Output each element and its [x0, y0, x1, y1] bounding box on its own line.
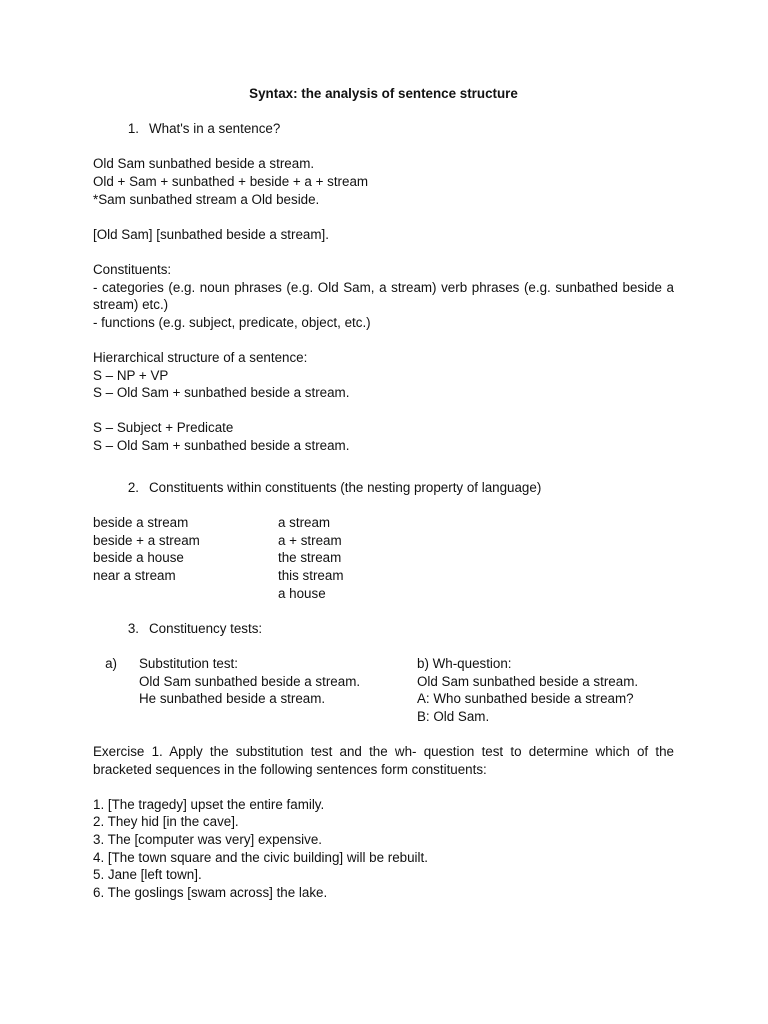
phrase-column-2	[278, 514, 343, 602]
constituency-tests	[93, 655, 674, 725]
substitution-test	[139, 655, 417, 725]
section-heading-text: What's in a sentence?	[149, 121, 281, 137]
phrase-item: near a stream	[93, 568, 176, 584]
document-page	[93, 85, 674, 901]
exercise-item: 3. The [computer was very] expensive.	[93, 831, 322, 847]
section-3-heading	[93, 620, 674, 638]
phrase-item: the stream	[278, 550, 342, 566]
test-line: Old Sam sunbathed beside a stream.	[417, 673, 639, 689]
phrase-item: beside a house	[93, 550, 184, 566]
section-heading-text: Constituents within constituents (the nesting property of language)	[149, 480, 542, 496]
example-line: Old + Sam + sunbathed + beside + a + stream	[93, 173, 369, 189]
example-line: *Sam sunbathed stream a Old beside.	[93, 191, 320, 207]
phrase-comparison-table	[93, 514, 674, 602]
test-line: He sunbathed beside a stream.	[139, 691, 326, 707]
constituents-heading: Constituents:	[93, 261, 172, 277]
phrase-item: a stream	[278, 515, 331, 531]
wh-question-test	[417, 655, 674, 725]
subject-predicate-line: S – Subject + Predicate	[93, 420, 234, 436]
phrase-item: beside + a stream	[93, 532, 200, 548]
section-number: 1.	[127, 121, 139, 137]
hierarchy-heading: Hierarchical structure of a sentence:	[93, 349, 308, 365]
phrase-item: this stream	[278, 568, 344, 584]
bracketed-example: [Old Sam] [sunbathed beside a stream].	[93, 226, 329, 242]
phrase-column-1	[93, 514, 278, 602]
section-2-heading	[93, 479, 674, 497]
exercise-intro: Exercise 1. Apply the substitution test and the wh- question test to determine which of the bracketed sequences in the following sentences form constituents:	[93, 743, 674, 777]
subject-predicate-line: S – Old Sam + sunbathed beside a stream.	[93, 437, 350, 453]
section-number: 3.	[127, 620, 139, 636]
document-title: Syntax: the analysis of sentence structure	[249, 86, 518, 101]
exercise-item: 6. The goslings [swam across] the lake.	[93, 884, 328, 900]
exercise-item: 5. Jane [left town].	[93, 867, 202, 883]
test-line: Substitution test:	[139, 656, 238, 671]
exercise-item: 1. [The tragedy] upset the entire family.	[93, 796, 325, 812]
hierarchy-line: S – NP + VP	[93, 367, 169, 383]
test-a-label: a)	[105, 656, 117, 671]
constituents-functions: - functions (e.g. subject, predicate, object, etc.)	[93, 314, 371, 330]
phrase-item: a house	[278, 585, 326, 601]
constituents-categories: - categories (e.g. noun phrases (e.g. Old Sam, a stream) verb phrases (e.g. sunbathed beside a stream) etc.)	[93, 279, 674, 313]
test-line: B: Old Sam.	[417, 708, 490, 724]
phrase-item: a + stream	[278, 532, 342, 548]
section-heading-text: Constituency tests:	[149, 620, 263, 636]
exercise-item: 2. They hid [in the cave].	[93, 814, 239, 830]
test-line: b) Wh-question:	[417, 656, 512, 671]
example-line: Old Sam sunbathed beside a stream.	[93, 156, 315, 172]
section-1-heading	[93, 120, 674, 138]
exercise-list	[93, 796, 674, 902]
test-line: A: Who sunbathed beside a stream?	[417, 691, 634, 707]
section-number: 2.	[127, 480, 139, 496]
test-line: Old Sam sunbathed beside a stream.	[139, 673, 361, 689]
hierarchy-line: S – Old Sam + sunbathed beside a stream.	[93, 385, 350, 401]
exercise-item: 4. [The town square and the civic building] will be rebuilt.	[93, 849, 428, 865]
phrase-item: beside a stream	[93, 515, 189, 531]
